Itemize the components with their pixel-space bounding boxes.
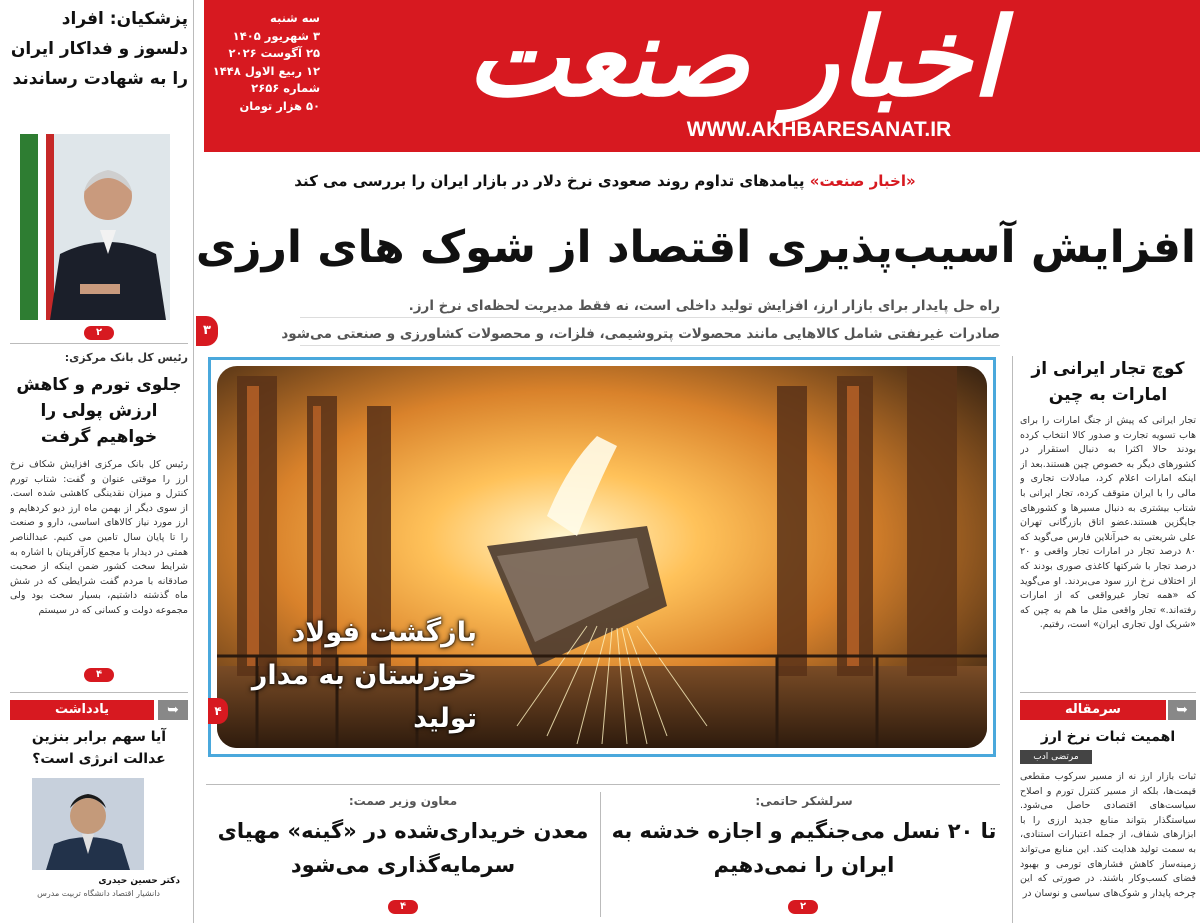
lead-kicker-brand: «اخبار صنعت» xyxy=(809,172,916,190)
left-rule-1 xyxy=(10,343,188,344)
masthead xyxy=(204,0,1200,152)
bottom-story-1-page: ۴ xyxy=(388,900,418,914)
left-column-divider xyxy=(193,0,194,923)
bottom-stories-top-rule xyxy=(206,784,1000,785)
date-solar: ۳ شهریور ۱۴۰۵ xyxy=(232,28,320,43)
central-bank-headline: جلوی تورم و کاهش ارزش پولی را خواهیم گرفت xyxy=(16,375,182,447)
lead-page-number: ۳ xyxy=(203,323,211,338)
author-title: دانشیار اقتصاد دانشگاه تربیت مدرس xyxy=(37,889,160,898)
central-bank-body: رئیس کل بانک مرکزی افزایش شکاف نرخ ارز را موقتی عنوان و گفت: شتاب تورم کنترل و میزان نقدینگی کاهشی شده است. از سوی دیگر از بهمن ماه ارز دیو کردهایم و ارز مورد نیاز کالاهای اساسی، دارو و صنعت را تا پایان سال تامین می کنیم. عبدالناصر همتی در دیدار با مجمع کارآفرینان با اشاره به شرایط سخت کشور ضمن اینکه از صحبت صادقانه با مردم گفت شرایطی که در شش ماه گذشته داشتیم، بسیار سخت بود ولی مجموعه دولت و کسانی که در سیستم xyxy=(10,459,188,616)
bottom-stories-divider xyxy=(600,792,601,917)
bottom-story-2-headline: تا ۲۰ نسل می‌جنگیم و اجازه خدشه به ایران را نمی‌دهیم xyxy=(611,819,997,877)
lead-kicker xyxy=(220,168,990,194)
lead-page-badge xyxy=(196,316,218,346)
date-weekday: سه شنبه xyxy=(270,11,320,25)
editorial-tag: سرمقاله xyxy=(1020,700,1166,720)
lead-subline-1: راه حل پایدار برای بازار ارز، افزایش تولید داخلی است، نه فقط مدیریت لحظه‌ای نرخ ارز. xyxy=(300,294,1000,318)
photo-page-badge xyxy=(208,698,228,724)
feature-photo-frame[interactable] xyxy=(208,357,996,757)
central-bank-story[interactable] xyxy=(10,348,188,684)
date-gregorian: ۲۵ آگوست ۲۰۲۶ xyxy=(228,46,320,60)
bottom-story-1[interactable] xyxy=(214,790,592,916)
editorial-arrow-icon: ➥ xyxy=(1168,700,1196,720)
note-arrow-icon: ➥ xyxy=(158,700,188,720)
steel-mill-photo xyxy=(217,366,987,748)
bottom-story-2[interactable] xyxy=(608,790,1000,916)
left-top-page: ۲ xyxy=(84,326,114,340)
issue-price: ۵۰ هزار تومان xyxy=(239,98,320,113)
issue-number: شماره ۲۶۵۶ xyxy=(251,81,320,95)
bottom-story-2-kicker: سرلشکر حاتمی: xyxy=(755,794,853,808)
author-photo xyxy=(32,778,144,870)
left-rule-2 xyxy=(10,692,188,693)
masthead-date-block xyxy=(210,10,320,142)
feature-photo-caption: بازگشت فولاد خوزستان به مدار تولید xyxy=(251,617,477,734)
lead-kicker-text: پیامدهای تداوم روند صعودی نرخ دلار در بازار ایران را بررسی می کند xyxy=(294,172,805,190)
right-top-headline: کوچ تجار ایرانی از امارات به چین xyxy=(1031,359,1185,405)
president-photo xyxy=(20,134,170,320)
lead-headline[interactable]: افزایش آسیب‌پذیری اقتصاد از شوک های ارزی xyxy=(195,222,1196,273)
editorial-author: مرتضی ادب xyxy=(1020,750,1092,764)
editorial-body: ثبات بازار ارز نه از مسیر سرکوب مقطعی قیمت‌ها، بلکه از مسیر کنترل تورم و اصلاح سیاست‌های اقتصادی حاصل می‌شود. سیاستگذار بتواند منابع جدید ارزی را با ابزارهای شفاف، از جمله اعتبارات استنادی، به سمت تولید هدایت کند. این منابع می‌تواند زمینه‌ساز کاهش فشارهای تورمی و بهبود فضای کسب‌وکار باشند. در صورتی که این چرخه پایدار و شوک‌های سیاسی و نوسان در xyxy=(1020,771,1196,899)
author-name: دکتر حسین حیدری xyxy=(98,876,180,886)
left-top-story[interactable] xyxy=(10,4,188,338)
note-section[interactable] xyxy=(10,698,188,923)
central-bank-page: ۴ xyxy=(84,668,114,682)
left-top-headline: پزشکیان: افراد دلسوز و فداکار ایران را به شهادت رساندند xyxy=(10,9,188,89)
photo-page-number: ۴ xyxy=(214,704,222,718)
bottom-story-1-headline: معدن خریداری‌شده در «گینه» مهیای سرمایه‌گذاری می‌شود xyxy=(217,819,589,877)
bottom-story-1-kicker: معاون وزیر صمت: xyxy=(348,794,458,808)
right-column-divider xyxy=(1012,356,1013,923)
right-top-story[interactable] xyxy=(1020,356,1196,692)
right-rule-1 xyxy=(1020,692,1196,693)
central-bank-kicker: رئیس کل بانک مرکزی: xyxy=(64,351,188,364)
lead-subline-2: صادرات غیرنفتی شامل کالاهایی مانند محصولات پتروشیمی، فلزات، و محصولات کشاورزی و صنعتی می‌شود xyxy=(300,322,1000,346)
bottom-story-2-page: ۲ xyxy=(788,900,818,914)
editorial-section[interactable] xyxy=(1020,698,1196,923)
note-headline: آیا سهم برابر بنزین عدالت انرژی است؟ xyxy=(31,729,167,767)
note-tag: یادداشت xyxy=(10,700,154,720)
editorial-headline: اهمیت ثبات نرخ ارز xyxy=(1040,729,1176,745)
masthead-website[interactable]: WWW.AKHBARESANAT.IR xyxy=(686,118,952,141)
right-top-body: تجار ایرانی که پیش از جنگ امارات را برای هاب تسویه تجارت و صدور کالا انتخاب کرده بودند حالا اکثرا به دنبال استقرار در کشورهای دیگر به خصوص چین هستند.بعد از اینکه امارات اعلام کرد، مبادلات تجاری و مالی را با ایران متوقف کرده، تجار ایرانی با شتاب بیشتری به دنبال مسیرها و کشورهای جایگزین هستند.عضو اتاق بازرگانی تهران علی شریعتی به خبرآنلاین فارس می‌گوید که ۸۰ درصد تجار در امارات تجار واقعی و ۲۰ درصد تجار با شرکتها کاغذی صوری بودند که از اختلاف نرخ ارز سود می‌بردند. او می‌گوید که «همه تجار غیرواقعی که از امارات رفته‌اند.» تجار واقعی مثل ما هم به چین که «شریک اول تجاری ایران» است، رفتیم. xyxy=(1020,415,1196,631)
masthead-logo: اخبار صنعت xyxy=(466,0,1002,121)
date-lunar: ۱۲ ربیع الاول ۱۴۴۸ xyxy=(212,63,320,78)
